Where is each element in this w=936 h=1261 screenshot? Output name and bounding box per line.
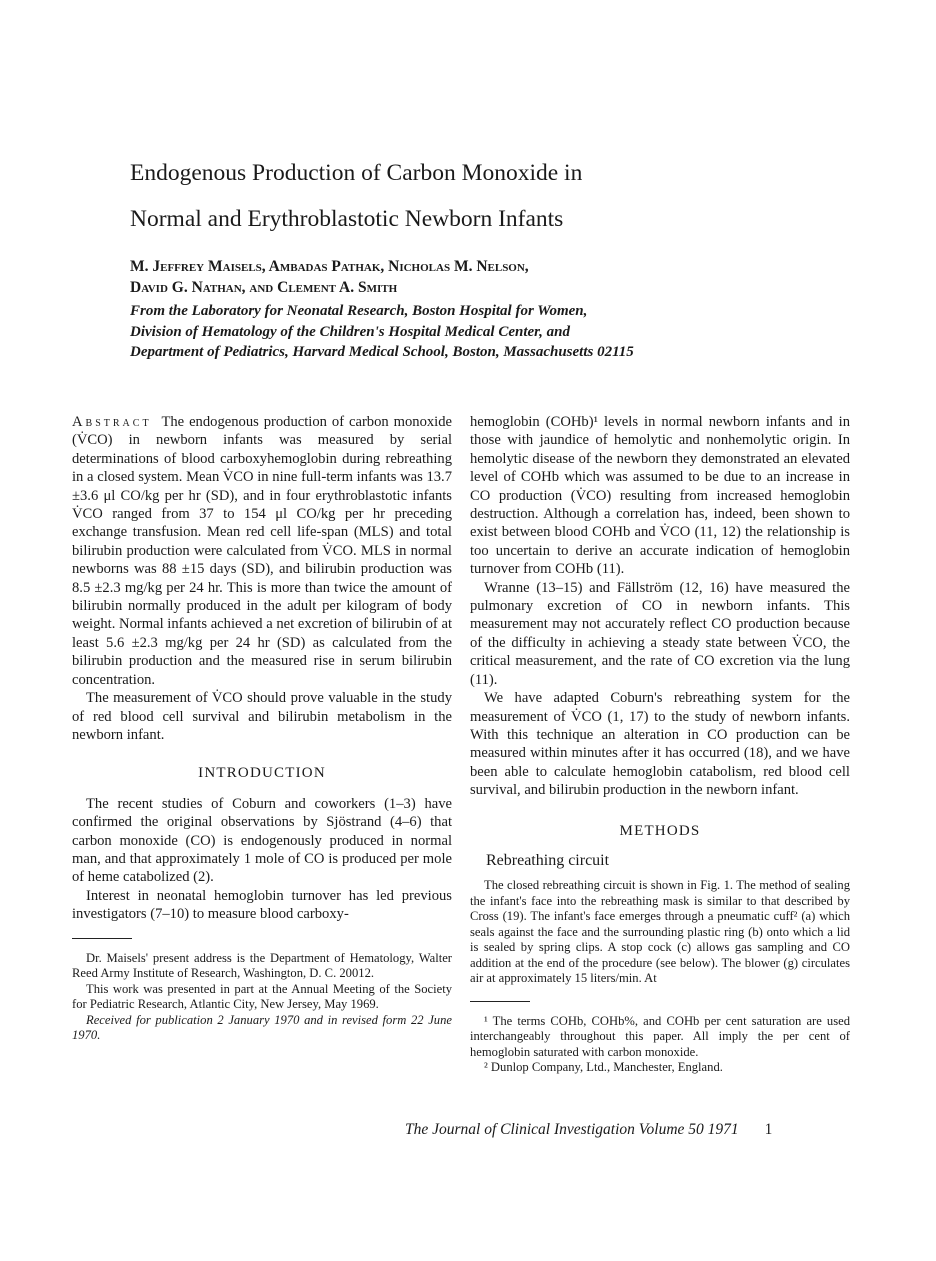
title-line-2: Normal and Erythroblastotic Newborn Infants [130, 206, 564, 232]
abstract-paragraph-2: The measurement of V̇CO should prove valuable in the study of red blood cell survival and bilirubin metabolism in the newborn infant. [72, 690, 452, 743]
body-paragraph-2: Wranne (13–15) and Fällström (12, 16) have measured the pulmonary excretion of CO in newborn infants. This measurement may not accurately reflect CO production because of the difficulty in achieving a steady state between V̇CO, the critical measurement, and the rate of CO excretion via the lung (11). [470, 579, 850, 688]
journal-citation: The Journal of Clinical Investigation Volume 50 1971 [405, 1121, 739, 1138]
introduction-paragraph-1: The recent studies of Coburn and coworkers (1–3) have confirmed the original observations by Sjöstrand (4–6) that carbon monoxide (CO) is endogenously produced in normal man, and that approximately 1 mole of CO is produced per mole of heme catabolized (2). [72, 795, 452, 886]
footnote-2: ² Dunlop Company, Ltd., Manchester, England. [484, 1060, 723, 1075]
page-footer [405, 1121, 855, 1139]
presentation-note: This work was presented in part at the Annual Meeting of the Society for Pediatric Research, Atlantic City, New Jersey, May 1969. [72, 981, 452, 1012]
title-line-1: Endogenous Production of Carbon Monoxide in [130, 160, 583, 186]
abstract-label: Abstract [72, 414, 152, 430]
rebreathing-subheading: Rebreathing circuit [486, 851, 610, 869]
authors-line-1: M. Jeffrey Maisels, Ambadas Pathak, Nicholas M. Nelson, [130, 258, 529, 275]
footnotes-right [470, 1014, 850, 1076]
affiliation-line-3: Department of Pediatrics, Harvard Medical School, Boston, Massachusetts 02115 [130, 344, 634, 360]
methods-heading: METHODS [619, 822, 701, 839]
authors-line-2: David G. Nathan, and Clement A. Smith [130, 279, 398, 296]
footnote-divider-right [470, 1001, 530, 1002]
right-column [470, 413, 850, 1076]
page-number: 1 [764, 1121, 773, 1138]
affiliation-line-2: Division of Hematology of the Children's Hospital Medical Center, and [130, 323, 571, 340]
affiliation-line-1: From the Laboratory for Neonatal Research, Boston Hospital for Women, [130, 303, 588, 319]
footnote-1: ¹ The terms COHb, COHb%, and COHb per cent saturation are used interchangeably throughout this paper. All imply the per cent of hemoglobin saturated with carbon monoxide. [470, 1013, 850, 1059]
body-paragraph-1: hemoglobin (COHb)¹ levels in normal newborn infants and in those with jaundice of hemolytic and nonhemolytic origin. In hemolytic disease of the newborn they demonstrated an elevated level of COHb which was assumed to be due to an increase in CO production (V̇CO) resulting from increased hemoglobin destruction. Although a correlation has, indeed, been shown to exist between blood COHb and V̇CO (11, 12) the relationship is too uncertain to derive an accurate indication of hemoglobin turnover from COHb (11). [470, 414, 850, 578]
footnote-divider-left [72, 938, 132, 939]
methods-paragraph-1: The closed rebreathing circuit is shown in Fig. 1. The method of sealing the infant's face into the rebreathing mask is similar to that described by Cross (19). The infant's face emerges through a pneumatic cuff² (a) which seals against the face and the surrounding plastic ring (b) onto which a lid is sealed by spring clips. A stop cock (c) allows gas sampling and CO addition at the end of the procedure (see below). The blower (g) circulates air at approximately 15 liters/min. At [470, 878, 850, 986]
introduction-paragraph-2: Interest in neonatal hemoglobin turnover has led previous investigators (7–10) to measure blood carboxy- [72, 887, 452, 923]
abstract-paragraph-1 [72, 413, 452, 689]
introduction-heading: INTRODUCTION [198, 765, 326, 782]
footnotes-left [72, 951, 452, 1044]
methods-text [470, 878, 850, 987]
affiliation [130, 301, 850, 363]
author-list [130, 256, 830, 298]
left-column [72, 413, 452, 1044]
article-title [130, 150, 830, 242]
address-note: Dr. Maisels' present address is the Department of Hematology, Walter Reed Army Institute of Research, Washington, D. C. 20012. [72, 950, 452, 981]
abstract-text-1: The endogenous production of carbon monoxide (V̇CO) in newborn infants was measured by serial determinations of blood carboxyhemoglobin during rebreathing in a closed system. Mean V̇CO in nine full-term infants was 13.7 ±3.6 μl CO/kg per hr (SD), and in four erythroblastotic infants V̇CO ranged from 37 to 154 μl CO/kg per hr preceding exchange transfusion. Mean red cell life-span (MLS) and total bilirubin production were calculated from V̇CO. MLS in normal newborns was 88 ±15 days (SD), and bilirubin production was 8.5 ±2.3 mg/kg per 24 hr. This is more than twice the amount of bilirubin normally produced in the adult per kilogram of body weight. Normal infants achieved a net excretion of bilirubin of at least 5.6 ±2.3 mg/kg per 24 hr (SD) as calculated from the bilirubin production and the measured rise in serum bilirubin concentration. [72, 414, 453, 688]
body-paragraph-3: We have adapted Coburn's rebreathing system for the measurement of V̇CO (1, 17) to the study of newborn infants. With this technique an alteration in CO production can be measured within minutes after it has occurred (18), and we have been able to calculate hemoglobin catabolism, red blood cell survival, and bilirubin production in the newborn infant. [470, 690, 850, 799]
received-note: Received for publication 2 January 1970 and in revised form 22 June 1970. [72, 1012, 452, 1043]
